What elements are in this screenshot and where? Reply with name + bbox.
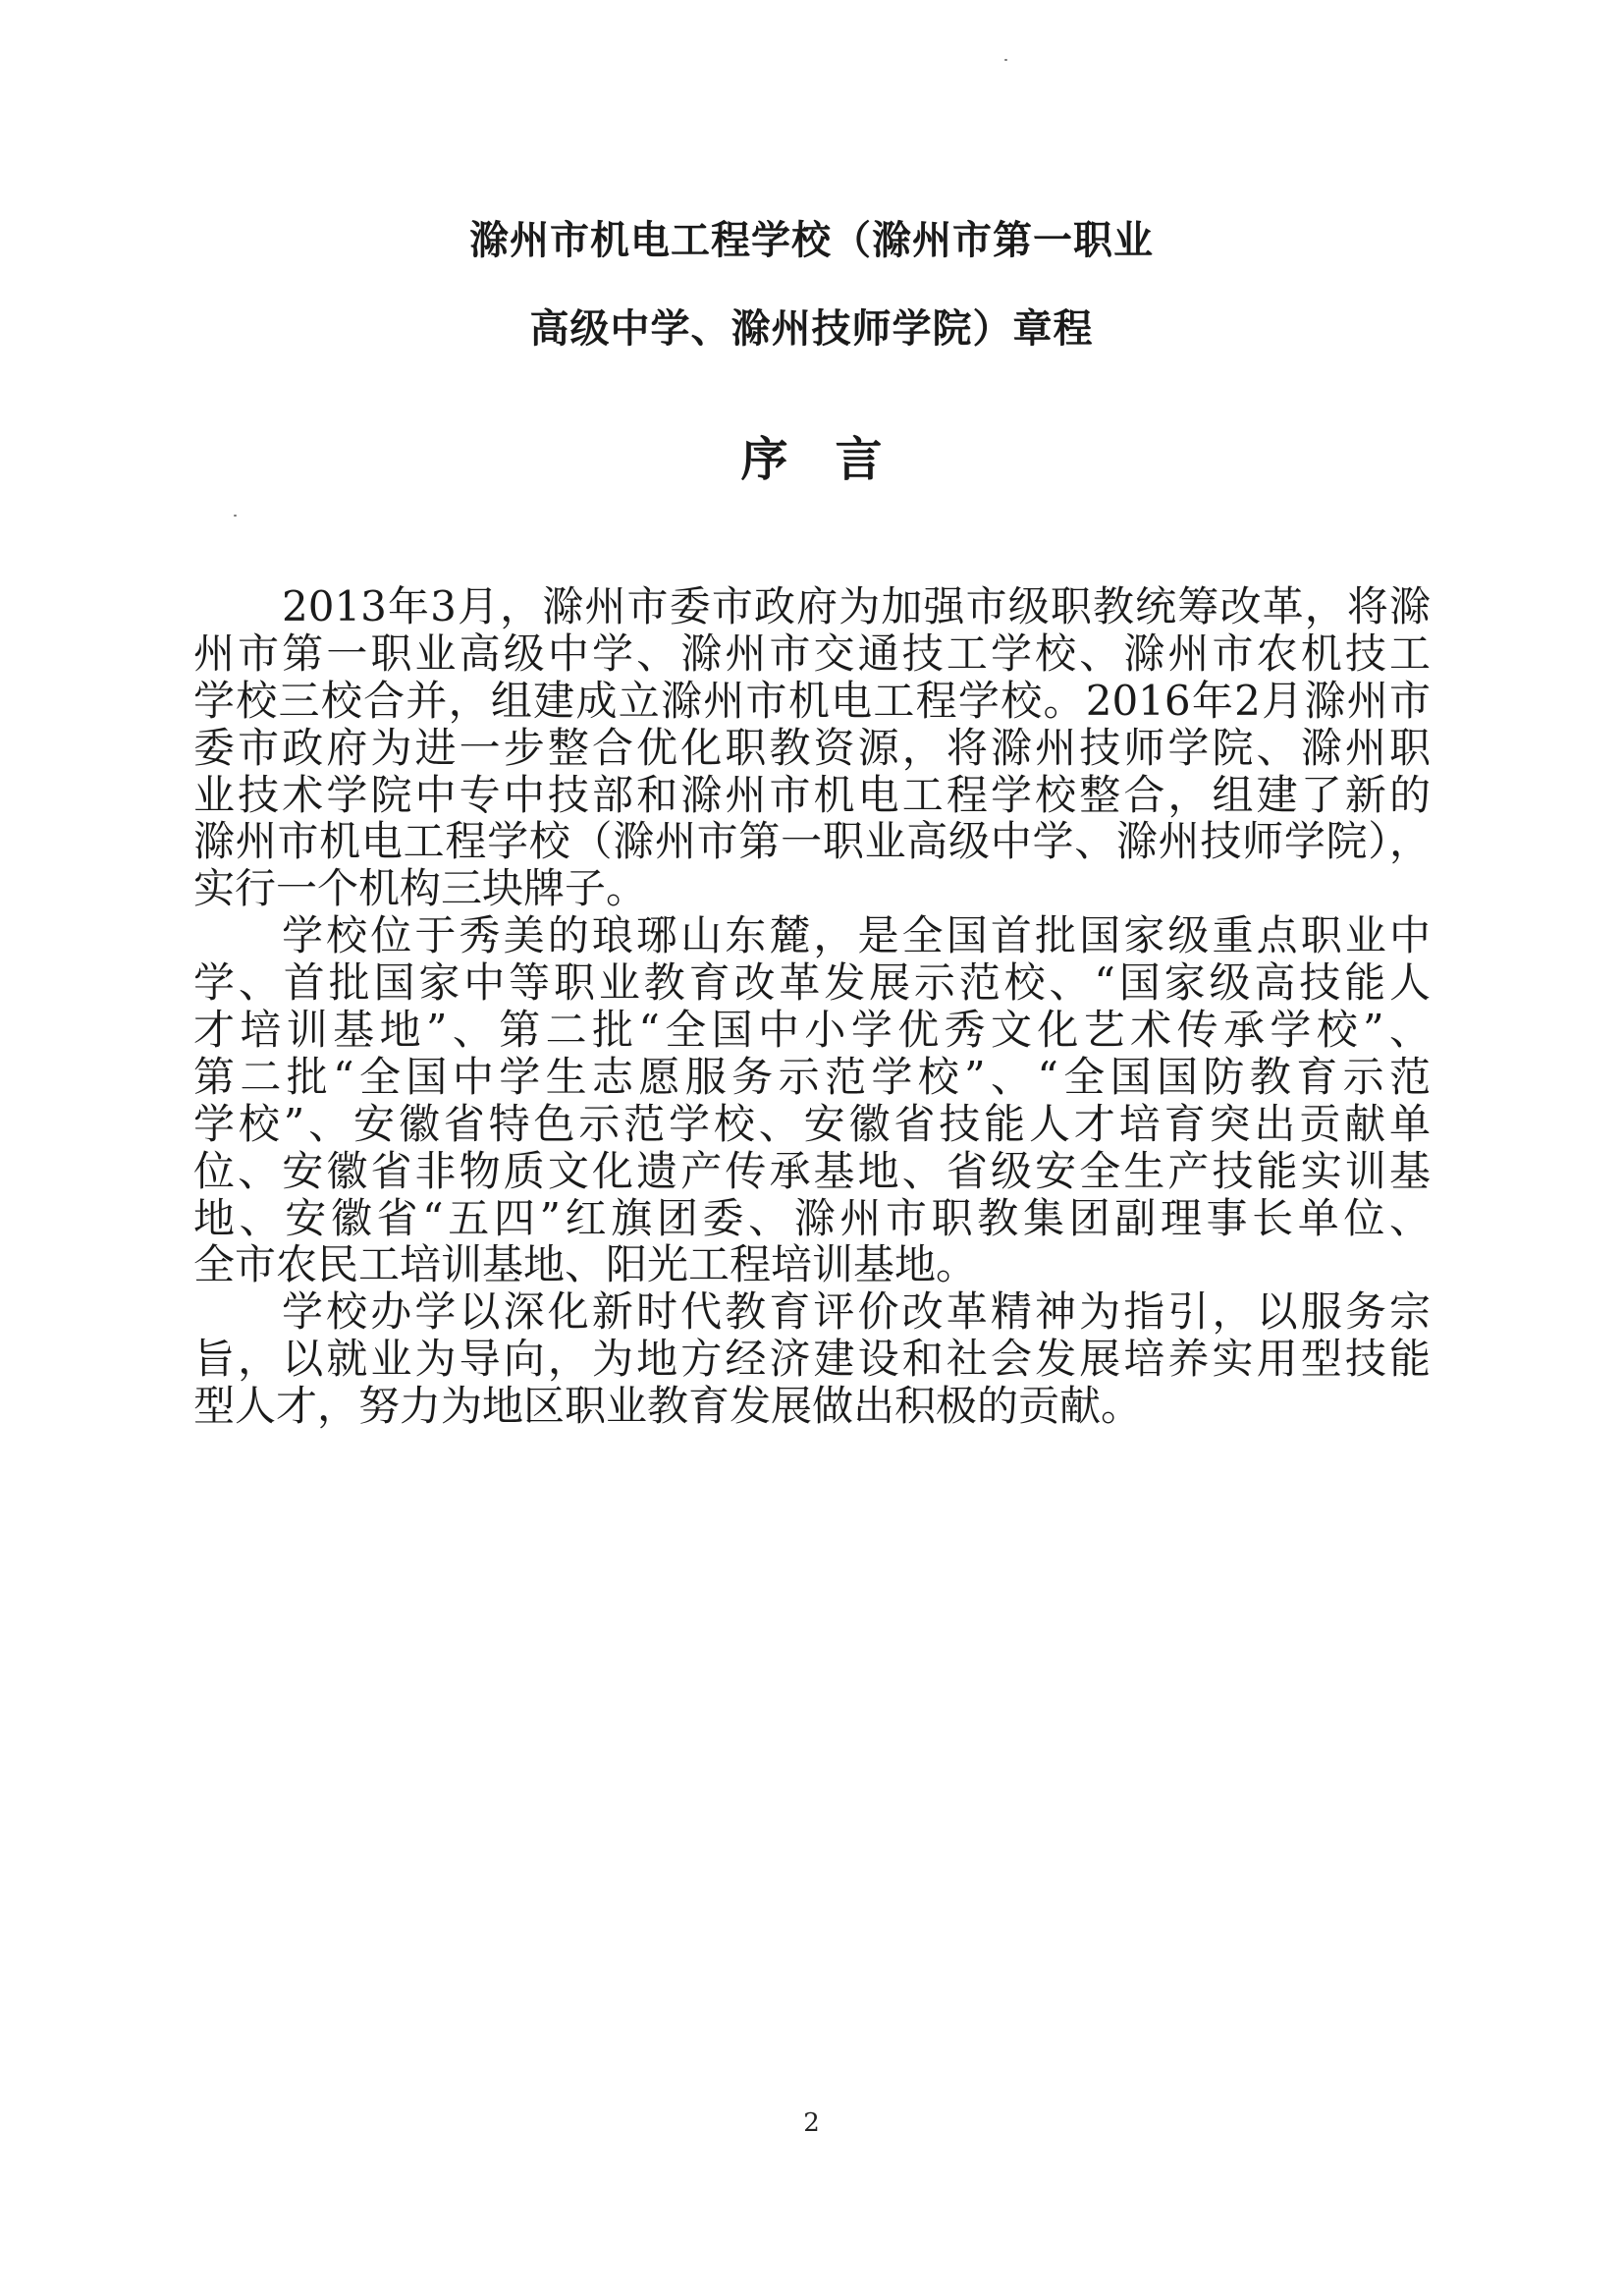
paragraph-line: 学、首批国家中等职业教育改革发展示范校、“国家级高技能人: [193, 958, 1431, 1008]
paragraph-line: 实行一个机构三块牌子。: [193, 864, 648, 913]
paragraph-line: 滁州市机电工程学校（滁州市第一职业高级中学、滁州技师学院），: [193, 817, 1431, 866]
paragraph-line: 业技术学院中专中技部和滁州市机电工程学校整合，组建了新的: [193, 770, 1431, 819]
paragraph-1: [193, 583, 1431, 912]
paragraph-line: 2013年3月，滁州市委市政府为加强市级职教统筹改革，将滁: [282, 582, 1431, 630]
paragraph-line: 委市政府为进一步整合优化职教资源，将滁州技师学院、滁州职: [193, 723, 1431, 772]
paragraph-line: 型人才，努力为地区职业教育发展做出积极的贡献。: [193, 1382, 1143, 1431]
paragraph-line: 州市第一职业高级中学、滁州市交通技工学校、滁州市农机技工: [193, 629, 1431, 678]
section-heading-preface: 序言: [740, 432, 930, 487]
paragraph-line: 全市农民工培训基地、阳光工程培训基地。: [193, 1240, 978, 1289]
document-body: [193, 583, 1431, 1430]
paragraph-line: 学校三校合并，组建成立滁州市机电工程学校。2016年2月滁州市: [193, 676, 1431, 725]
paragraph-line: 学校办学以深化新时代教育评价改革精神为指引，以服务宗: [282, 1287, 1431, 1337]
paragraph-line: 位、安徽省非物质文化遗产传承基地、省级安全生产技能实训基: [193, 1146, 1431, 1195]
paragraph-line: 第二批“全国中学生志愿服务示范学校”、“全国国防教育示范: [193, 1052, 1431, 1101]
paragraph-2: [193, 912, 1431, 1288]
paragraph-3: [193, 1288, 1431, 1430]
paragraph-line: 学校”、安徽省特色示范学校、安徽省技能人才培育突出贡献单: [193, 1099, 1431, 1148]
scan-speck: [1004, 59, 1007, 61]
paragraph-line: 才培训基地”、第二批“全国中小学优秀文化艺术传承学校”、: [193, 1006, 1431, 1055]
paragraph-line: 旨，以就业为导向，为地方经济建设和社会发展培养实用型技能: [193, 1335, 1431, 1384]
page-number: 2: [803, 2108, 820, 2138]
paragraph-line: 学校位于秀美的琅琊山东麓，是全国首批国家级重点职业中: [282, 911, 1431, 960]
document-title-line-2: 高级中学、滁州技师学院）章程: [529, 306, 1094, 352]
paragraph-line: 地、安徽省“五四”红旗团委、滁州市职教集团副理事长单位、: [193, 1193, 1431, 1242]
scan-speck: [234, 515, 237, 517]
document-title-line-1: 滁州市机电工程学校（滁州市第一职业: [469, 218, 1154, 263]
